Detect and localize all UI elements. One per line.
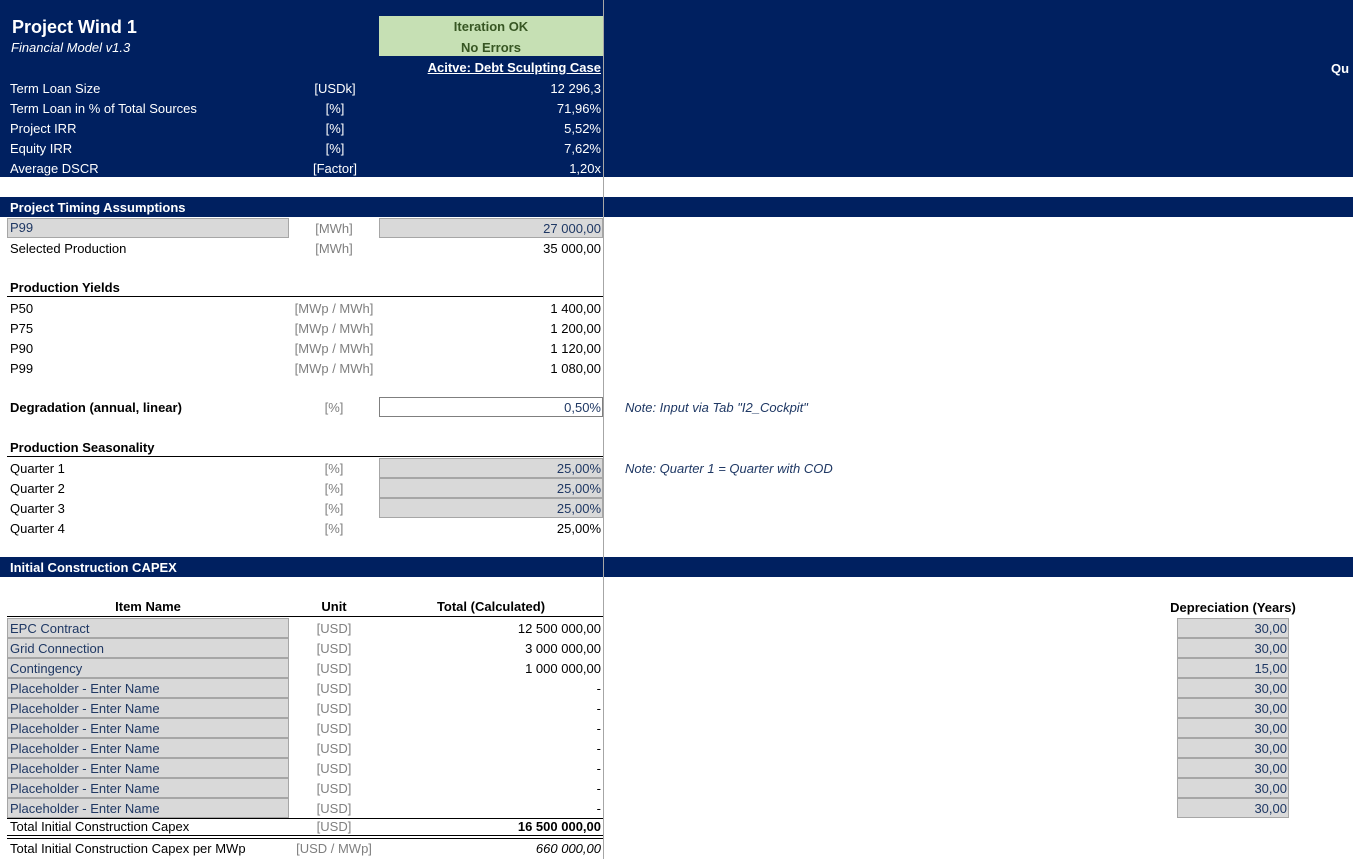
kpi-value: 1,20x	[569, 161, 601, 176]
yield-value: 1 400,00	[550, 301, 601, 316]
kpi-value: 5,52%	[564, 121, 601, 136]
p99-value: 27 000,00	[543, 221, 601, 236]
yield-label: P50	[10, 301, 34, 316]
capex-item-unit: [USD]	[316, 641, 352, 656]
depreciation-value: 30,00	[1254, 701, 1287, 716]
col-header-total: Total (Calculated)	[436, 599, 546, 614]
capex-total-double-line-1	[7, 835, 603, 836]
depreciation-value: 30,00	[1254, 641, 1287, 656]
seasonality-title: Production Seasonality	[10, 440, 155, 455]
kpi-value: 7,62%	[564, 141, 601, 156]
capex-total-value: 16 500 000,00	[517, 819, 601, 834]
degradation-label: Degradation (annual, linear)	[10, 400, 182, 415]
depreciation-value: 15,00	[1254, 661, 1287, 676]
capex-item-unit: [USD]	[316, 661, 352, 676]
yield-unit: [MWp / MWh]	[294, 341, 374, 356]
yields-title: Production Yields	[10, 280, 120, 295]
depreciation-value: 30,00	[1254, 781, 1287, 796]
capex-item-name: Placeholder - Enter Name	[10, 721, 160, 736]
depreciation-value: 30,00	[1254, 621, 1287, 636]
yield-value: 1 120,00	[550, 341, 601, 356]
capex-per-mw-unit: [USD / MWp]	[296, 841, 372, 856]
capex-item-total: -	[596, 781, 601, 796]
freeze-pane-divider	[603, 0, 604, 859]
degradation-unit: [%]	[324, 400, 344, 415]
yield-label: P90	[10, 341, 34, 356]
kpi-unit: [Factor]	[312, 161, 358, 176]
quarter-label: Quarter 4	[10, 521, 65, 536]
kpi-label: Equity IRR	[10, 141, 73, 156]
page-title: Project Wind 1	[12, 17, 137, 37]
capex-item-unit: [USD]	[316, 721, 352, 736]
p99-unit: [MWh]	[315, 221, 353, 236]
capex-item-total: 3 000 000,00	[525, 641, 601, 656]
kpi-unit: [%]	[325, 121, 345, 136]
seasonality-underline	[7, 456, 603, 457]
capex-item-name: Placeholder - Enter Name	[10, 741, 160, 756]
yield-unit: [MWp / MWh]	[294, 321, 374, 336]
kpi-label: Average DSCR	[10, 161, 99, 176]
capex-item-total: -	[596, 761, 601, 776]
quarter-value: 25,00%	[556, 501, 601, 516]
yield-label: P75	[10, 321, 34, 336]
kpi-unit: [%]	[325, 141, 345, 156]
capex-total-label: Total Initial Construction Capex	[10, 819, 190, 834]
capex-item-unit: [USD]	[316, 801, 352, 816]
depreciation-value: 30,00	[1254, 741, 1287, 756]
kpi-unit: [USDk]	[314, 81, 356, 96]
yield-unit: [MWp / MWh]	[294, 361, 374, 376]
capex-item-name: Placeholder - Enter Name	[10, 761, 160, 776]
capex-item-total: -	[596, 741, 601, 756]
yields-underline	[7, 296, 603, 297]
capex-item-total: -	[596, 721, 601, 736]
yield-value: 1 080,00	[550, 361, 601, 376]
capex-item-unit: [USD]	[316, 681, 352, 696]
capex-item-unit: [USD]	[316, 741, 352, 756]
quarter-unit: [%]	[324, 501, 344, 516]
depreciation-value: 30,00	[1254, 801, 1287, 816]
iteration-status: Iteration OK	[453, 19, 529, 34]
active-case-label[interactable]: Acitve: Debt Sculpting Case	[427, 60, 601, 75]
degradation-note: Note: Input via Tab "I2_Cockpit"	[625, 400, 808, 415]
capex-item-total: -	[596, 681, 601, 696]
capex-header-underline	[7, 616, 603, 617]
p99-label: P99	[10, 220, 34, 235]
capex-item-name: Placeholder - Enter Name	[10, 801, 160, 816]
kpi-unit: [%]	[325, 101, 345, 116]
p99-label-cell[interactable]	[7, 218, 289, 238]
depreciation-value: 30,00	[1254, 681, 1287, 696]
kpi-value: 12 296,3	[550, 81, 601, 96]
kpi-label: Term Loan in % of Total Sources	[10, 101, 197, 116]
section-header-capex	[0, 557, 1353, 577]
capex-per-mw-value: 660 000,00	[535, 841, 601, 856]
capex-item-name: Contingency	[10, 661, 83, 676]
capex-per-mw-label: Total Initial Construction Capex per MWp	[10, 841, 246, 856]
yield-unit: [MWp / MWh]	[294, 301, 374, 316]
quarter-label: Quarter 2	[10, 481, 65, 496]
capex-item-name: EPC Contract	[10, 621, 90, 636]
quarter-value: 25,00%	[556, 521, 601, 536]
quarter-label: Quarter 1	[10, 461, 65, 476]
capex-item-name: Placeholder - Enter Name	[10, 681, 160, 696]
capex-item-unit: [USD]	[316, 781, 352, 796]
kpi-label: Term Loan Size	[10, 81, 101, 96]
kpi-value: 71,96%	[556, 101, 601, 116]
selected-production-label: Selected Production	[10, 241, 127, 256]
yield-value: 1 200,00	[550, 321, 601, 336]
capex-item-total: 12 500 000,00	[517, 621, 601, 636]
error-status: No Errors	[461, 40, 521, 55]
section-title-capex: Initial Construction CAPEX	[10, 560, 177, 575]
quarter-value: 25,00%	[556, 461, 601, 476]
kpi-label: Project IRR	[10, 121, 77, 136]
capex-item-name: Placeholder - Enter Name	[10, 781, 160, 796]
capex-item-total: -	[596, 701, 601, 716]
section-header-timing	[0, 197, 1353, 217]
selected-production-value: 35 000,00	[543, 241, 601, 256]
quarter-value: 25,00%	[556, 481, 601, 496]
yield-label: P99	[10, 361, 34, 376]
quarter-label: Quarter 3	[10, 501, 65, 516]
capex-item-unit: [USD]	[316, 621, 352, 636]
capex-item-total: -	[596, 801, 601, 816]
selected-production-unit: [MWh]	[315, 241, 353, 256]
quarter-unit: [%]	[324, 521, 344, 536]
depreciation-value: 30,00	[1254, 761, 1287, 776]
quarter-unit: [%]	[324, 481, 344, 496]
model-version: Financial Model v1.3	[11, 40, 131, 55]
quarter-unit: [%]	[324, 461, 344, 476]
col-header-unit: Unit	[321, 599, 347, 614]
quarter-header-cut: Qu	[1331, 61, 1350, 76]
capex-total-unit: [USD]	[316, 819, 352, 834]
degradation-value: 0,50%	[564, 400, 601, 415]
section-title-timing: Project Timing Assumptions	[10, 200, 186, 215]
col-header-item: Item Name	[115, 599, 181, 614]
capex-item-name: Placeholder - Enter Name	[10, 701, 160, 716]
capex-item-total: 1 000 000,00	[525, 661, 601, 676]
col-header-depreciation: Depreciation (Years)	[1170, 600, 1296, 615]
capex-item-unit: [USD]	[316, 761, 352, 776]
capex-item-name: Grid Connection	[10, 641, 104, 656]
capex-item-unit: [USD]	[316, 701, 352, 716]
depreciation-value: 30,00	[1254, 721, 1287, 736]
seasonality-note: Note: Quarter 1 = Quarter with COD	[625, 461, 833, 476]
header-band	[0, 0, 1353, 177]
